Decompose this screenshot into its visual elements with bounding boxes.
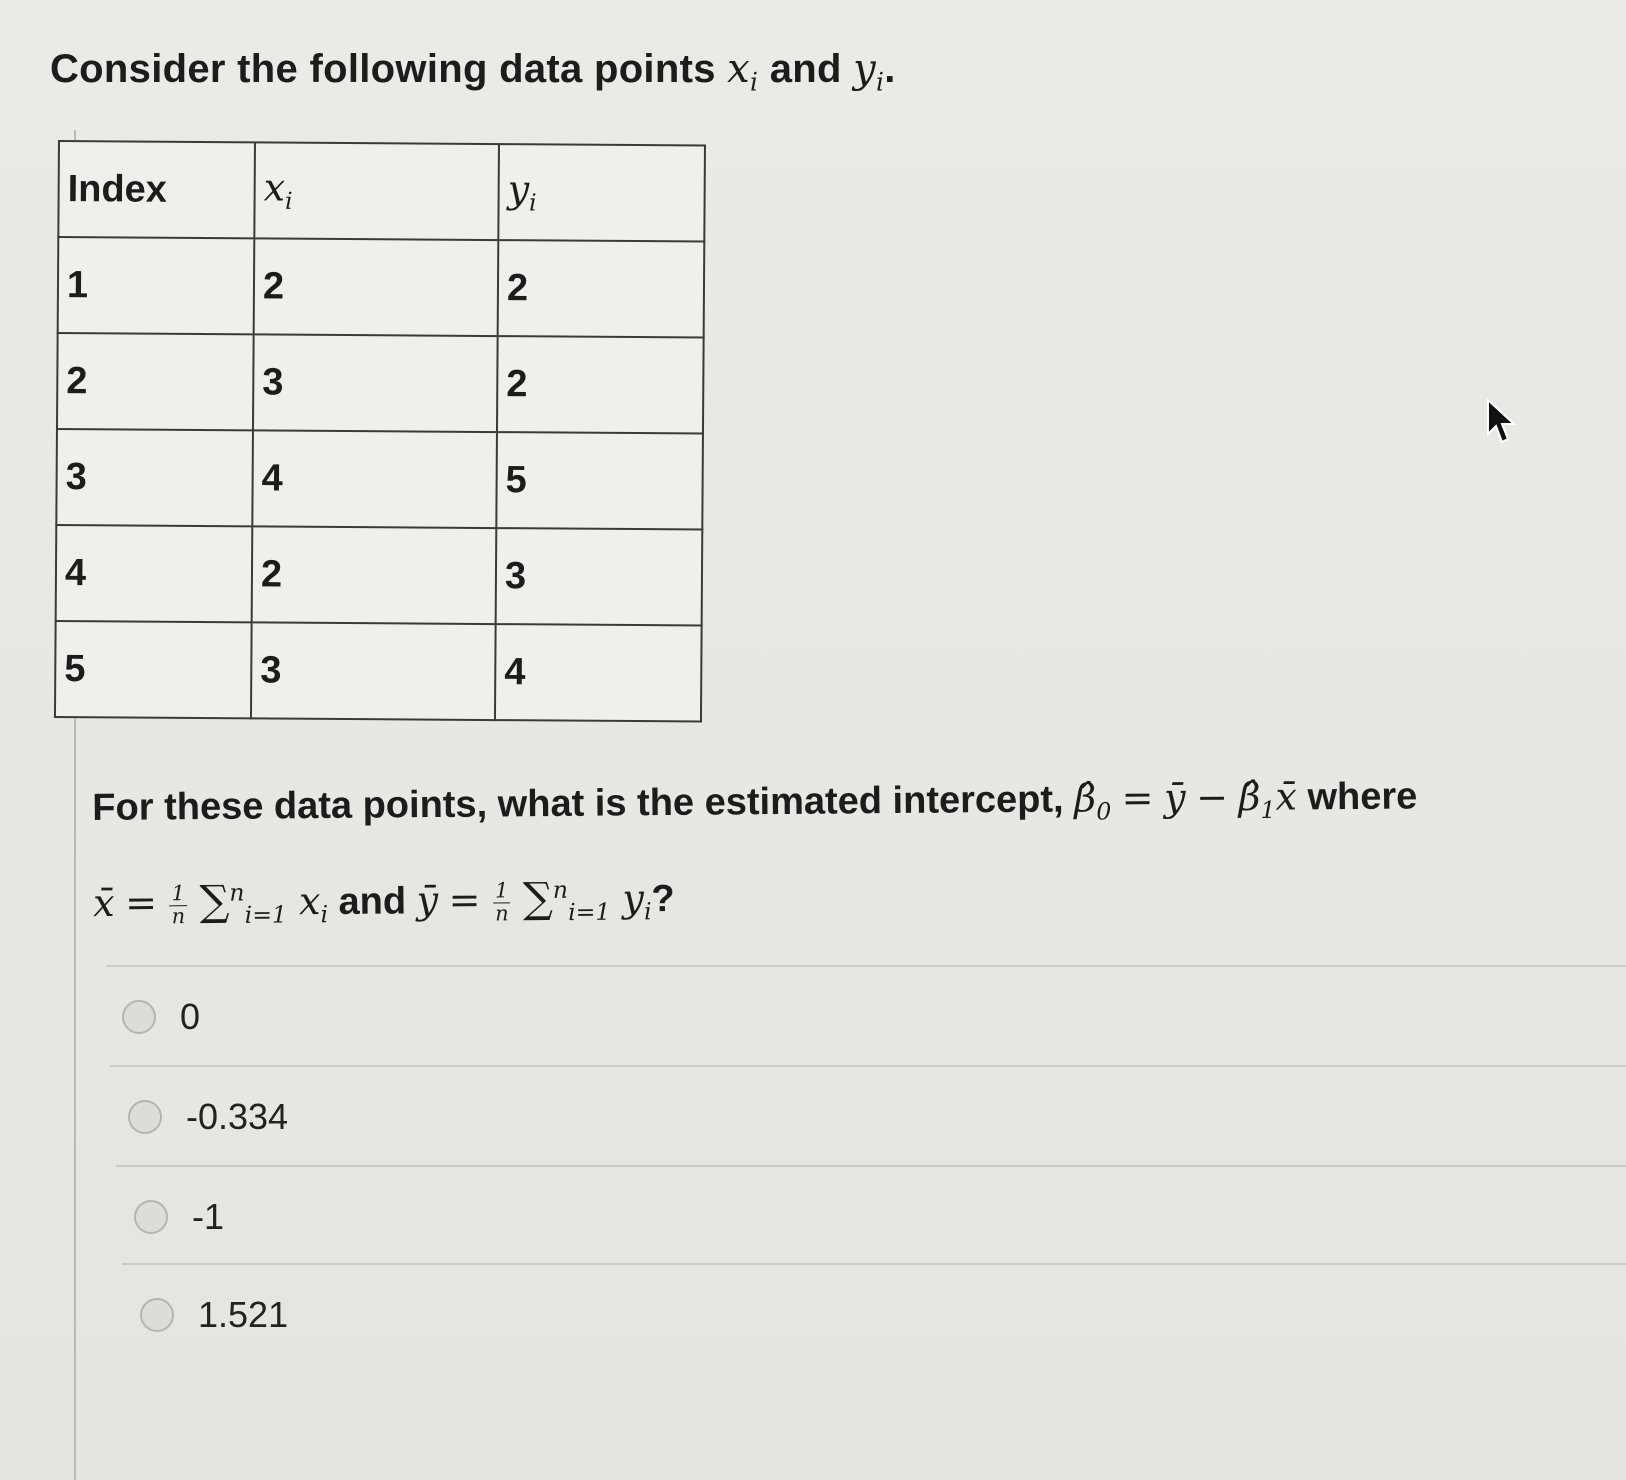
cell-index: 4: [56, 525, 253, 622]
table-row: [57, 333, 704, 434]
minus-sign: −: [1195, 775, 1229, 820]
prompt-text: [50, 46, 896, 97]
y-bar: ȳ: [1163, 775, 1186, 820]
cell-index: 3: [56, 429, 253, 526]
option-divider: [122, 1263, 1626, 1265]
option-label: -0.334: [186, 1096, 289, 1137]
option-label: -1: [192, 1196, 225, 1237]
option-divider: [116, 1165, 1626, 1167]
cell-x: 2: [254, 238, 499, 336]
header-x: $x_i$: [254, 142, 499, 240]
cell-index: 5: [55, 621, 252, 718]
option-item[interactable]: [134, 1187, 224, 1247]
radio-button[interactable]: [134, 1200, 168, 1234]
header-index: Index: [58, 141, 255, 238]
cell-index: 2: [57, 333, 254, 430]
radio-button[interactable]: [128, 1100, 162, 1134]
option-item[interactable]: [128, 1087, 288, 1147]
cell-index: 1: [58, 237, 255, 334]
radio-button[interactable]: [122, 1000, 156, 1034]
x-bar: x̄: [1275, 774, 1298, 819]
cell-x: 3: [253, 334, 498, 432]
cell-y: 3: [496, 528, 703, 625]
beta1-hat: $\betâ_1$: [1238, 774, 1276, 825]
y-bar-def: ȳ: [416, 878, 439, 923]
option-label: 1.521: [198, 1294, 289, 1335]
table-row: [56, 429, 703, 530]
option-divider: [106, 965, 1626, 967]
sum-x: ∑$^n_{i=1}$ $x_i$: [199, 876, 329, 930]
question-mark: ?: [651, 878, 675, 921]
cell-x: 4: [252, 430, 497, 528]
x-bar-def: x̄: [92, 881, 115, 926]
prompt-var-y: $y_i$: [853, 46, 885, 97]
beta0-hat: $\betâ_0$: [1073, 776, 1112, 826]
option-item[interactable]: [140, 1285, 288, 1345]
equals-sign: =: [1121, 775, 1154, 821]
prompt-lead: Consider the following data points: [50, 47, 716, 91]
mouse-cursor-icon: [1486, 398, 1520, 446]
cell-y: 5: [496, 432, 703, 529]
option-divider: [110, 1065, 1626, 1067]
prompt-period: .: [884, 47, 896, 91]
table-row: [56, 525, 703, 626]
table-row: [55, 621, 702, 722]
option-label: 0: [180, 996, 201, 1037]
equals-sign: =: [124, 880, 158, 926]
question-text: [92, 757, 1614, 954]
question-where: where: [1307, 775, 1418, 819]
cell-x: 2: [252, 526, 497, 624]
cell-y: 2: [498, 240, 705, 337]
question-and: and: [338, 880, 407, 924]
cell-y: 4: [495, 624, 702, 721]
equals-sign: =: [448, 877, 481, 923]
table-row: [58, 237, 705, 338]
fraction-one-over-n: $\frac{1}{n}$: [169, 883, 187, 928]
cell-y: 2: [497, 336, 704, 433]
prompt-var-x: $x_i$: [727, 46, 759, 97]
option-item[interactable]: [122, 987, 200, 1047]
table-header-row: [58, 141, 705, 242]
data-table: [54, 140, 706, 723]
sum-y: ∑$^n_{i=1}$ $y_i$: [522, 873, 652, 927]
radio-button[interactable]: [140, 1298, 174, 1332]
fraction-one-over-n: $\frac{1}{n}$: [493, 880, 511, 925]
question-lead: For these data points, what is the estimated intercept,: [92, 778, 1064, 829]
header-y: $y_i$: [498, 144, 705, 241]
prompt-and: and: [769, 47, 842, 91]
cell-x: 3: [251, 622, 496, 720]
